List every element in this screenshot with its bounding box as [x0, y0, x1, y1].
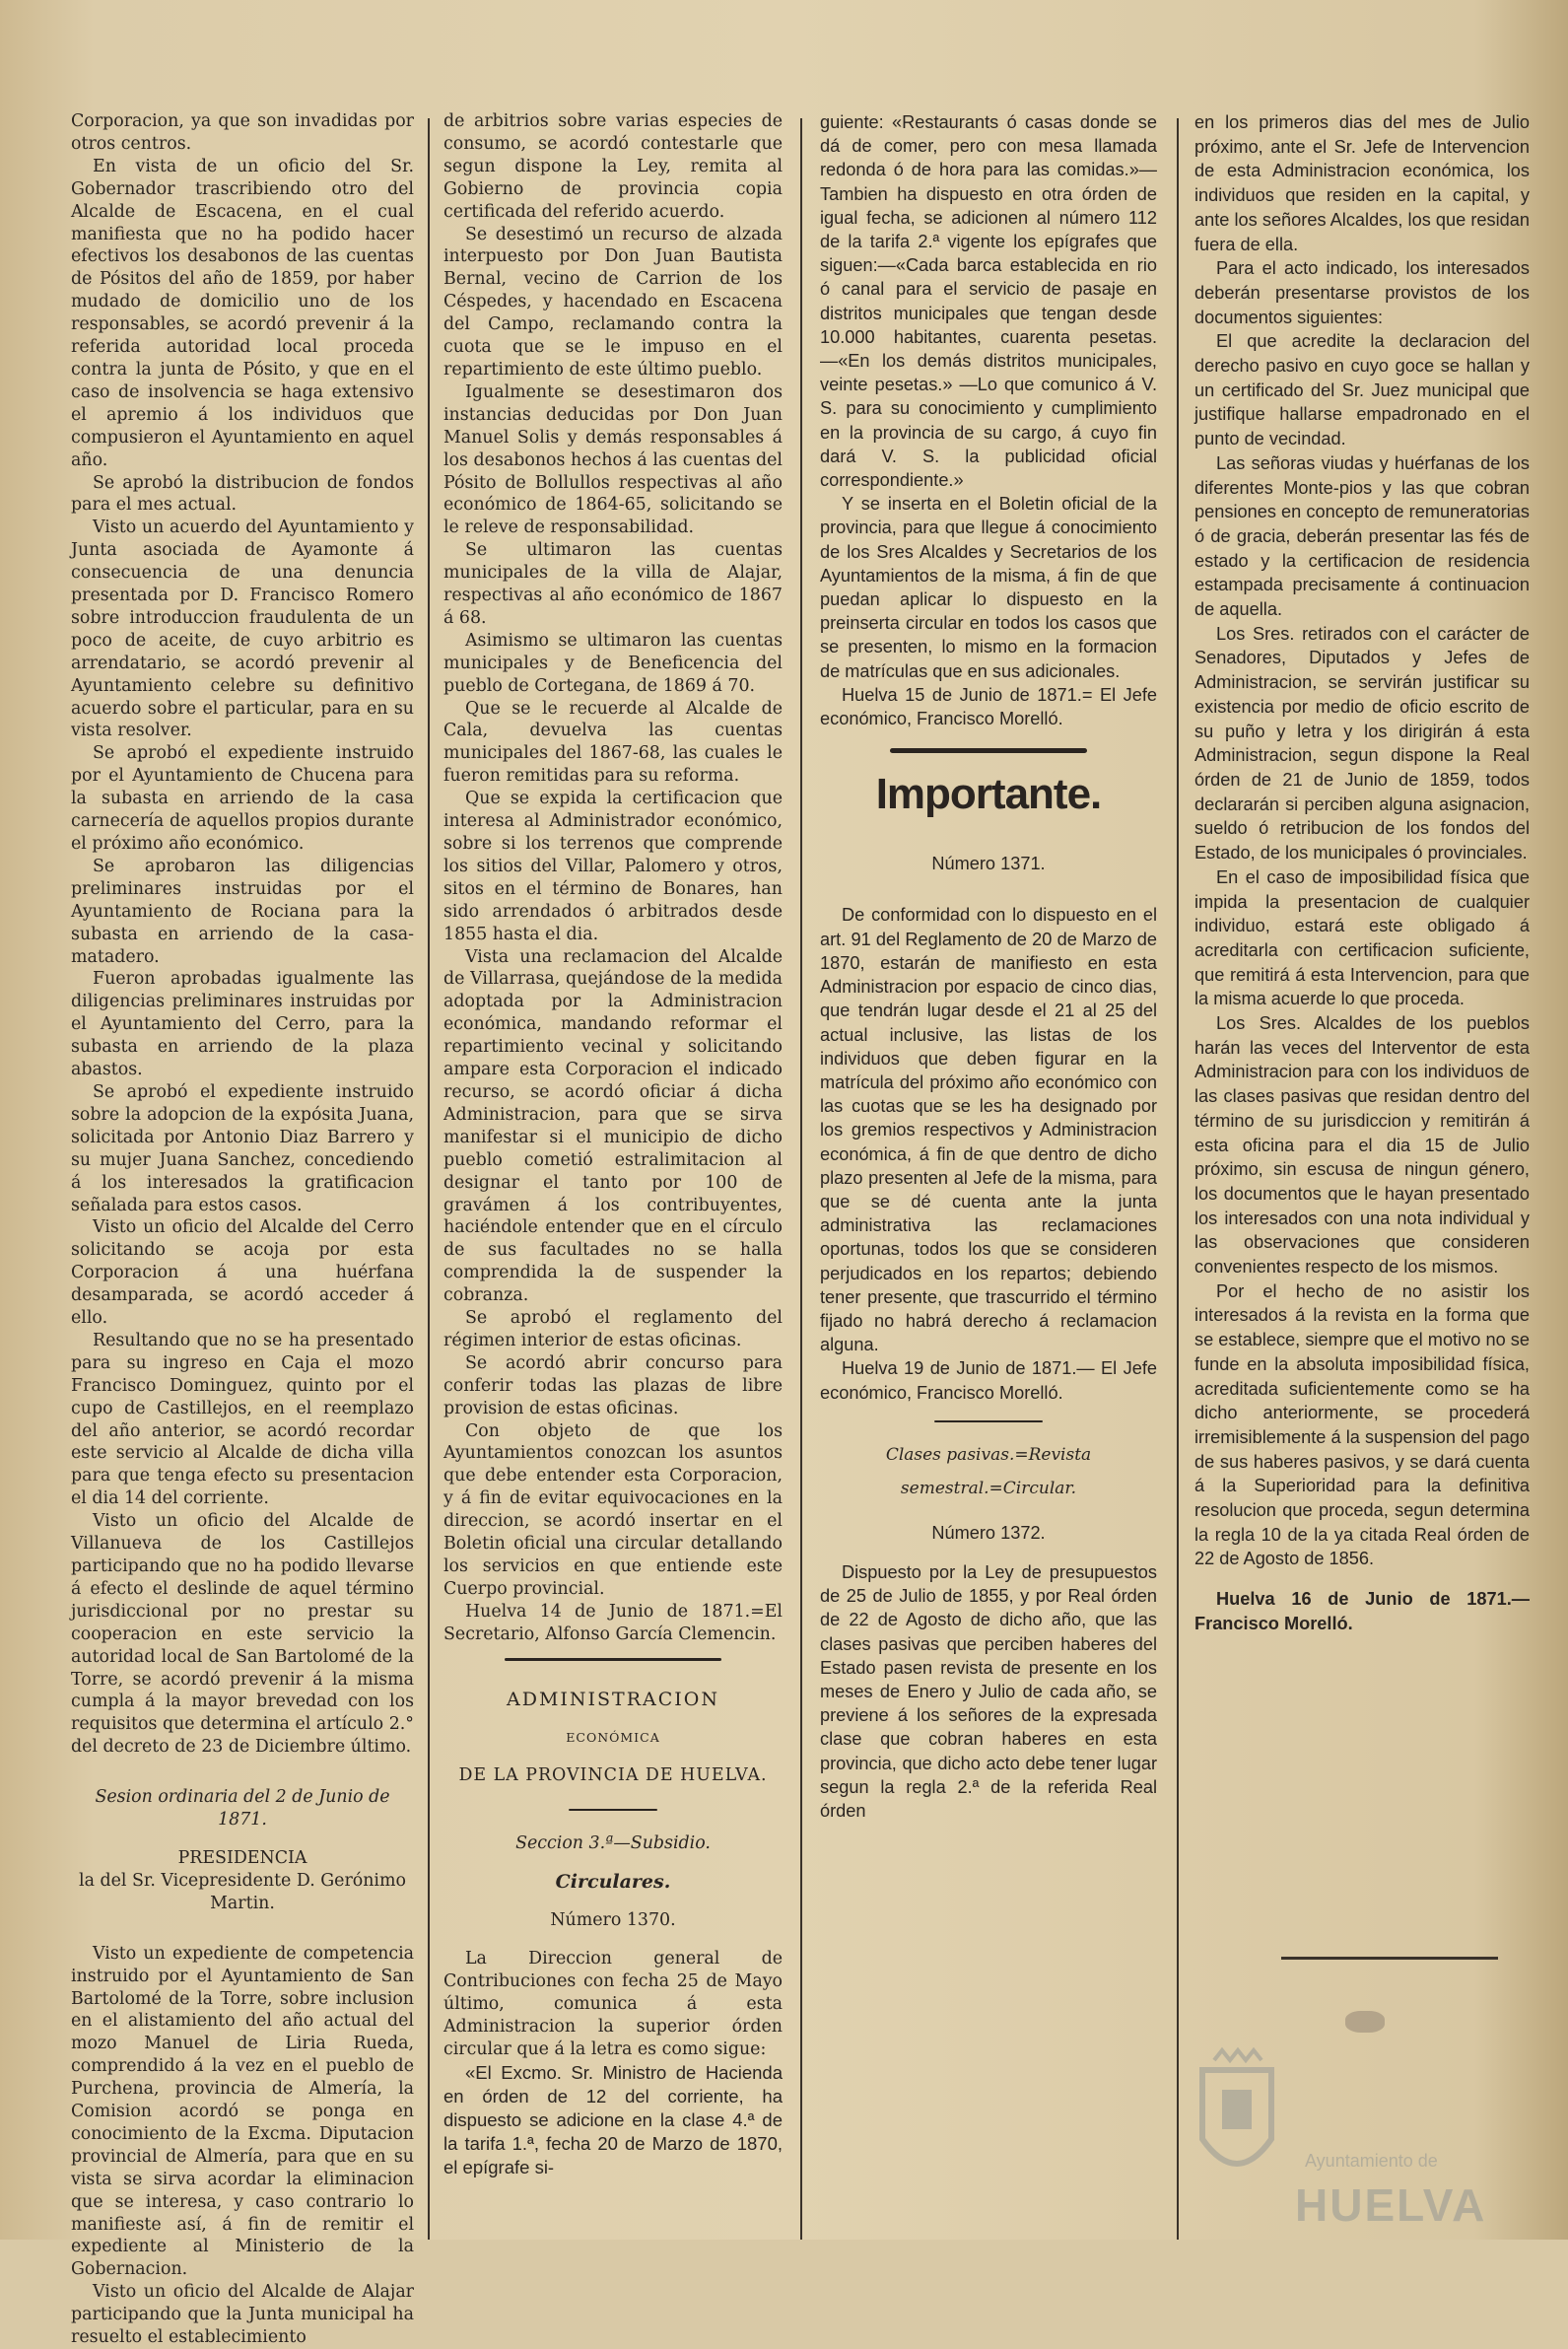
circulares-heading: Circulares. — [555, 1871, 671, 1894]
separator-ornament — [934, 1420, 1043, 1422]
paragraph: En el caso de imposibilidad física que impida la presentacion de cualquier individuo, estará este obligado á acreditarla con certificacion suficiente, que remitirá á esta Intervencion, para que la misma acuerde lo que proceda. — [1194, 866, 1530, 1009]
logo-title: HUELVA — [1295, 2179, 1487, 2231]
column-divider — [800, 118, 802, 2240]
paragraph: Las señoras viudas y huérfanas de los diferentes Monte-pios y las que cobran pensiones en concepto de remuneratorias ó de gracia, deberán presentar las fés de estado y la certificacion de residencia estampada precisamente á continuacion de aquella. — [1194, 452, 1530, 620]
numero-heading: Número 1372. — [931, 1522, 1046, 1543]
paragraph: Fueron aprobadas igualmente las diligencias preliminares instruidas por el Ayuntamiento del Cerro, para la subasta en arriendo de la plaza abastos. — [71, 969, 414, 1080]
session-heading: Sesion ordinaria del 2 de Junio de 1871. — [95, 1787, 390, 1831]
paragraph: De conformidad con lo dispuesto en el art. 91 del Reglamento de 20 de Marzo de 1870, estarán de manifiesto en esta Administracion por espacio de cinco dias, que tendrán lugar desde el 21 al 25 del actual inclusive, las listas de los individuos que deben figurar en la matrícula del próximo año económico con las cuotas que se les ha designado por los gremios respectivos y Administracion económica, á fin de que dentro de dicho plazo presenten al Jefe de la misma, para que se dé cuenta ante la junta administrativa las reclamaciones oportunas, todos los que se consideren perjudicados en los repartos; debiendo tener presente, que trascurrido el término fijado no habrá derecho á reclamacion alguna. — [820, 905, 1157, 1355]
paragraph: Corporacion, ya que son invadidas por otros centros. — [71, 111, 414, 154]
paragraph: Dispuesto por la Ley de presupuestos de 25 de Julio de 1855, y por Real órden de 22 de Agosto de dicho año, que las clases pasivas que perciben haberes del Estado pasen revista de presente en los meses de Enero y Julio de cada año, se previene á los señores de la expresada clase que cobran haberes en esta provincia, que dicho acto debe tener lugar segun la regla 2.ª de la referida Real órden — [820, 1561, 1157, 1821]
paragraph: Los Sres. Alcaldes de los pueblos harán las veces del Interventor de esta Administracion para con los individuos de las clases pasivas que residan dentro del término de su jurisdiccion y remitirán á esta oficina para el dia 15 de Julio próximo, sin escusa de ningun género, los documentos que le hayan presentado los interesados con una nota individual y las observaciones que consideren convenientes respecto de los mismos. — [1194, 1013, 1530, 1278]
numero-heading: Número 1371. — [931, 854, 1046, 874]
ink-blot — [1345, 2011, 1385, 2033]
paragraph: Se acordó abrir concurso para conferir todas las plazas de libre provision de estas oficinas. — [443, 1352, 783, 1418]
separator-ornament — [569, 1809, 657, 1811]
paragraph: Y se inserta en el Boletin oficial de la provincia, para que llegue á conocimiento de los Sres Alcaldes y Secretarios de los Ayuntamientos de la misma, á fin de que puedan aplicar lo dispuesto en la preinserta circular en todos los casos que se presenten, lo mismo en la formacion de matrículas que en sus adicionales. — [820, 494, 1157, 681]
paragraph: Visto un oficio del Alcalde del Cerro solicitando se acoja por esta Corporacion á una huérfana desamparada, se acordó acceder á ello. — [71, 1217, 414, 1329]
paragraph: En vista de un oficio del Sr. Gobernador trascribiendo otro del Alcalde de Escacena, en el cual manifiesta que no ha podido hacer efectivos los desabonos de las cuentas de Pósitos del año de 1859, por haber mudado de domicilio uno de los responsables, se acordó prevenir á la referida autoridad local proceda contra la junta de Pósito, y que en el caso de insolvencia se haga extensivo el apremio á los individuos que compusieron el Ayuntamiento en aquel año. — [71, 156, 414, 470]
paragraph: Visto un acuerdo del Ayuntamiento y Junta asociada de Ayamonte á consecuencia de una denuncia presentada por D. Francisco Romero sobre introduccion fraudulenta de un poco de aceite, de cuyo arbitrio es arrendatario, se acordó prevenir al Ayuntamiento celebre su definitivo acuerdo sobre el particular, para en su vista resolver. — [71, 518, 414, 741]
paragraph: Se aprobó el expediente instruido por el Ayuntamiento de Chucena para la subasta en arriendo de la casa carnecería de aquellos propios durante el próximo año económico. — [71, 743, 414, 854]
signature-line: Huelva 16 de Junio de 1871.— Francisco Morelló. — [1194, 1589, 1530, 1633]
paragraph: Que se le recuerde al Alcalde de Cala, devuelva las cuentas municipales del 1867-68, las cuales le fueron remitidas para su reforma. — [443, 698, 783, 787]
paragraph: Visto un oficio del Alcalde de Alajar participando que la Junta municipal ha resuelto el establecimiento — [71, 2282, 414, 2348]
section-subheading: ECONÓMICA — [566, 1729, 660, 1745]
paragraph: Con objeto de que los Ayuntamientos conozcan los asuntos que debe entender esta Corporacion, y á fin de evitar equivocaciones en la direccion, se acordó insertar en el Boletin oficial una circular detallando los servicios en que entiende este Cuerpo provincial. — [443, 1420, 783, 1599]
paragraph: Se aprobó el expediente instruido sobre la adopcion de la expósita Juana, solicitada por Antonio Diaz Barrero y su mujer Juana Sanchez, concediendo á los interesados la gratificacion señalada para estos casos. — [71, 1081, 414, 1215]
paragraph: Se ultimaron las cuentas municipales de la villa de Alajar, respectivas al año económico de 1867 á 68. — [443, 540, 783, 628]
presidencia-subheading: la del Sr. Vicepresidente D. Gerónimo Martin. — [79, 1870, 406, 1913]
crest-icon — [1193, 2050, 1281, 2198]
column-3 — [820, 110, 1157, 2210]
paragraph: Los Sres. retirados con el carácter de Senadores, Diputados y Jefes de Administracion, se servirán justificar su existencia por medio de oficio escrito de su puño y letra y los dirigirán á esta Administracion, segun dispone la Real órden de 21 de Junio de 1859, todos declararán si perciben alguna asignacion, sueldo ó retribucion de los fondos del Estado, de los municipales ó provinciales. — [1194, 623, 1530, 864]
column-divider — [1177, 118, 1179, 2240]
numero-heading: Número 1370. — [550, 1910, 676, 1931]
paragraph: La Direccion general de Contribuciones con fecha 25 de Mayo último, comunica á esta Administracion la superior órden circular que á la letra es como sigue: — [443, 1949, 783, 2059]
paragraph: Resultando que no se ha presentado para su ingreso en Caja el mozo Francisco Dominguez, quinto por el cupo de Castillejos, en el reemplazo del año anterior, se acordó recordar este servicio al Alcalde de dicha villa para que tenga efecto su presentacion el dia 14 del corriente. — [71, 1330, 414, 1509]
paragraph: Visto un expediente de competencia instruido por el Ayuntamiento de San Bartolomé de la Torre, sobre inclusion en el alistamiento del año actual del mozo Manuel de Liria Rueda, comprendido á la vez en el pueblo de Purchena, provincia de Almería, la Comision acordó se ponga en conocimiento de la Excma. Diputacion provincial de Almería, para que en su vista se sirva acordar la eliminacion que se interesa, y caso contrario lo manifieste así, á fin de remitir el expediente al Ministerio de la Gobernacion. — [71, 1943, 414, 2280]
seccion-heading: Seccion 3.ª—Subsidio. — [515, 1833, 711, 1854]
section-heading: ADMINISTRACION — [506, 1688, 719, 1710]
importante-heading: Importante. — [875, 770, 1102, 819]
column-divider — [428, 118, 430, 2240]
signature-line: Huelva 15 de Junio de 1871.= El Jefe económico, Francisco Morelló. — [820, 684, 1157, 729]
paragraph: en los primeros dias del mes de Julio próximo, ante el Sr. Jefe de Intervencion de esta Administracion económica, los individuos que residen en la capital, y ante los señores Alcaldes, los que residan fuera de ella. — [1194, 112, 1530, 254]
paragraph: guiente: «Restaurants ó casas donde se dá de comer, pero con mesa llamada redonda ó de hora para las comidas.»—Tambien ha dispuesto en otra órden de igual fecha, se adicionen al número 112 de la tarifa 2.ª vigente los epígrafes que siguen:—«Cada barca establecida en rio ó canal para el servicio de pasaje en distritos municipales que tengan desde 10.000 habitantes, cuarenta pesetas.—«En los demás distritos municipales, veinte pesetas.» —Lo que comunico á V. S. para su conocimiento y cumplimiento en la provincia de su cargo, á cuyo fin dará V. S. la publicidad oficial correspondiente.» — [820, 112, 1157, 491]
paragraph: El que acredite la declaracion del derecho pasivo en cuyo goce se hallan y un certificado del Sr. Juez municipal que justifique hallarse empadronado en el punto de vecindad. — [1194, 331, 1530, 449]
signature-line: Huelva 19 de Junio de 1871.— El Jefe económico, Francisco Morelló. — [820, 1358, 1157, 1403]
paragraph: de arbitrios sobre varias especies de consumo, se acordó contestarle que segun dispone la Ley, remita al Gobierno de provincia copia certificada del referido acuerdo. — [443, 111, 783, 222]
paragraph: Asimismo se ultimaron las cuentas municipales y de Beneficencia del pueblo de Cortegana, de 1869 á 70. — [443, 630, 783, 696]
separator-ornament — [890, 748, 1087, 753]
paragraph: Visto un oficio del Alcalde de Villanueva de los Castillejos participando que no ha podido llevarse á efecto el deslinde de aquel término jurisdiccional por no prestar su cooperacion en este servicio la autoridad local de San Bartolomé de la Torre, se acordó prevenir á la misma cumpla á la mayor brevedad con los requisitos que determina el artículo 2.° del decreto de 23 de Diciembre último. — [71, 1511, 414, 1758]
logo-subtitle: Ayuntamiento de — [1305, 2151, 1438, 2171]
signature-line: Huelva 14 de Junio de 1871.=El Secretario, Alfonso García Clemencin. — [443, 1601, 783, 1644]
paragraph: Que se expida la certificacion que interesa al Administrador económico, sobre si los terrenos que comprende los sitios del Villar, Palomero y otros, sitos en el término de Bonares, han sido arrendados ó arbitrados desde 1855 hasta el dia. — [443, 789, 783, 944]
paragraph: Por el hecho de no asistir los interesados á la revista en la forma que se establece, siempre que el motivo no se funde en la absoluta imposibilidad física, acreditada suficientemente como se ha dicho anteriormente, se procederá irremisiblemente á la suspension del pago de sus haberes pasivos, y se dará cuenta á la Superioridad para la definitiva resolucion que proceda, segun determina la regla 10 de la ya citada Real órden de 22 de Agosto de 1856. — [1194, 1280, 1530, 1569]
paragraph: Igualmente se desestimaron dos instancias deducidas por Don Juan Manuel Solis y demás responsables á los desabonos hechos á las cuentas del Pósito de Bollullos respectivas al año económico de 1864-65, solicitando se le releve de responsabilidad. — [443, 381, 783, 538]
column-4 — [1194, 110, 1530, 2210]
presidencia-heading: PRESIDENCIA — [177, 1847, 307, 1868]
end-rule — [1281, 1957, 1498, 1960]
paragraph: «El Excmo. Sr. Ministro de Hacienda en órden de 12 del corriente, ha dispuesto se adicione en la clase 4.ª de la tarifa 1.ª, fecha 20 de Marzo de 1870, el epígrafe si- — [443, 2061, 783, 2177]
clases-pasivas-heading: Clases pasivas.=Revista semestral.=Circular. — [885, 1444, 1092, 1498]
paragraph: Se aprobó el reglamento del régimen interior de estas oficinas. — [443, 1308, 783, 1350]
column-1 — [71, 110, 414, 2348]
paragraph: Se aprobaron las diligencias preliminares instruidas por el Ayuntamiento de Rociana para la subasta en arriendo de la casa-matadero. — [71, 856, 414, 967]
column-2 — [443, 110, 783, 2210]
watermark-logo — [1193, 2050, 1508, 2231]
section-subheading: DE LA PROVINCIA DE HUELVA. — [458, 1765, 768, 1786]
paragraph: Se aprobó la distribucion de fondos para el mes actual. — [71, 472, 414, 516]
paragraph: Se desestimó un recurso de alzada interpuesto por Don Juan Bautista Bernal, vecino de Carrion de los Céspedes, y hacendado en Escacena del Campo, reclamando contra la cuota que se le impuso en el repartimiento de este último pueblo. — [443, 224, 783, 380]
paragraph: Vista una reclamacion del Alcalde de Villarrasa, quejándose de la medida adoptada por la Administracion económica, mandando reformar el repartimiento vecinal y solicitando ampare esta Corporacion el indicado recurso, se acordó oficiar á dicha Administracion, para que se sirva manifestar si el municipio de dicho pueblo cometió estralimitacion al designar el tanto por 100 de gravámen á los contribuyentes, haciéndole entender que en el círculo de sus facultades no se halla comprendida la de suspender la cobranza. — [443, 946, 783, 1306]
separator-ornament — [505, 1658, 721, 1661]
paragraph: Para el acto indicado, los interesados deberán presentarse provistos de los documentos siguientes: — [1194, 258, 1530, 327]
